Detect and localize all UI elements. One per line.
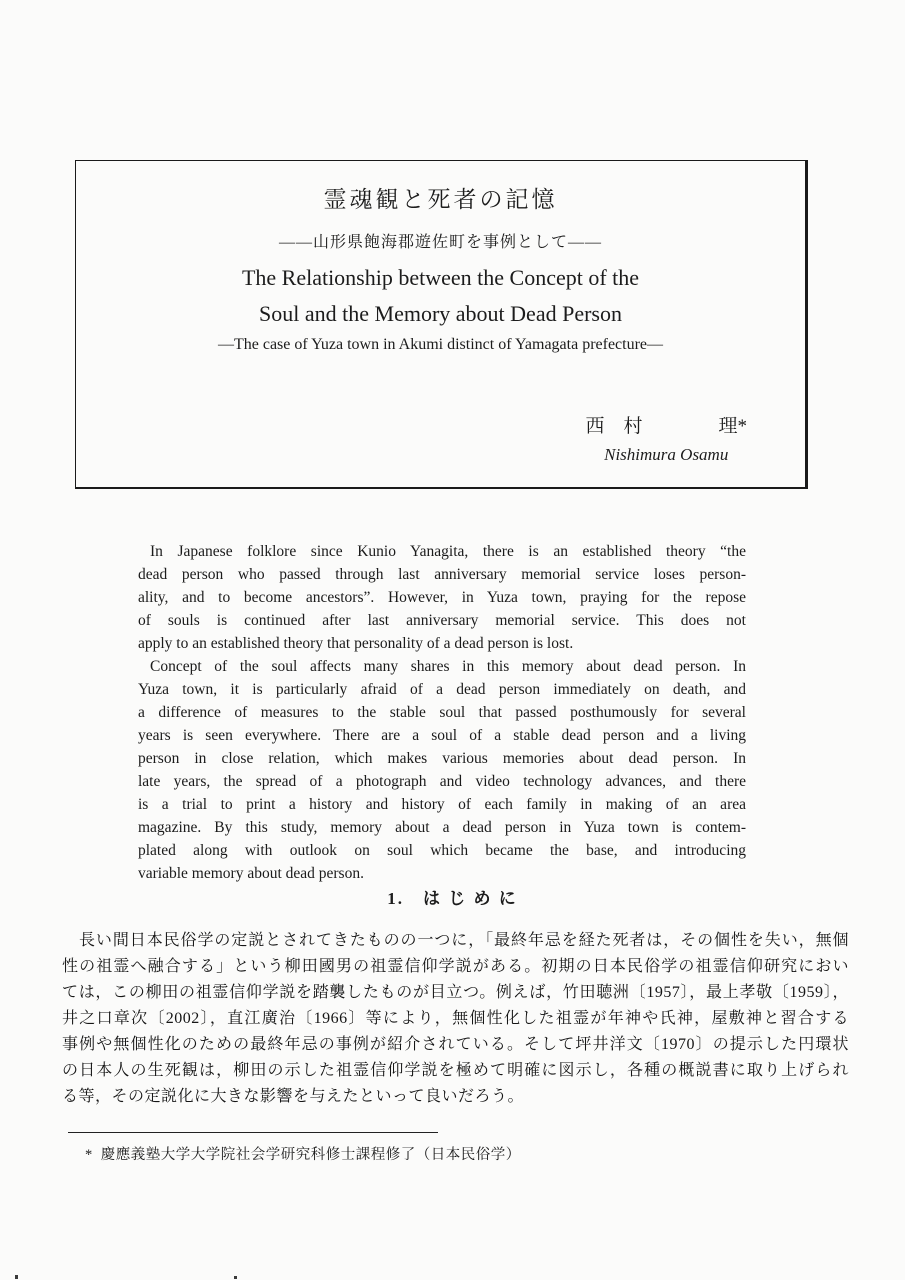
text-line: dead person who passed through last anniversary memorial service loses person- <box>138 566 746 583</box>
text-line: a difference of measures to the stable soul that passed posthumously for several <box>138 704 746 721</box>
text-line: の日本人の生死観は，柳田の示した祖霊信仰学説を極めて明確に図示し，各種の概説書に取り上げられ <box>62 1062 849 1079</box>
title-box <box>75 160 808 489</box>
text-line: ality, and to become ancestors”. However, in Yuza town, praying for the repose <box>138 589 746 606</box>
scan-artifact-speck <box>234 1276 237 1279</box>
text-line: of souls is continued after last anniversary memorial service. This does not <box>138 612 746 629</box>
text-line: is a trial to print a history and history of each family in making of an area <box>138 796 746 813</box>
text-line: apply to an established theory that personality of a dead person is lost. <box>138 635 574 652</box>
abstract-section <box>138 540 746 885</box>
text-line: Yuza town, it is particularly afraid of a dead person immediately on death, and <box>138 681 746 698</box>
author-name-japanese: 西 村 理* <box>585 416 747 437</box>
text-line: る等，その定説化に大きな影響を与えたといって良いだろう。 <box>62 1088 525 1105</box>
paper-subtitle-english: —The case of Yuza town in Akumi distinct of Yamagata prefecture— <box>217 336 664 353</box>
text-line: magazine. By this study, memory about a dead person in Yuza town is contem- <box>138 819 746 836</box>
japanese-body-text <box>62 928 849 1110</box>
footnote-divider <box>68 1132 438 1133</box>
text-line: ては，この柳田の祖霊信仰学説を踏襲したものが目立つ。例えば，竹田聴洲〔1957〕，最上孝敬〔1959〕， <box>62 984 849 1001</box>
paper-title-english-line1: The Relationship between the Concept of the <box>241 265 640 290</box>
footnote-marker: * <box>85 1147 93 1163</box>
paper-title-english <box>76 260 805 332</box>
paper-title-english-line2: Soul and the Memory about Dead Person <box>259 301 622 326</box>
author-block <box>585 411 747 465</box>
text-line: 事例や無個性化のための最終年忌の事例が紹介されている。そして坪井洋文〔1970〕の提示した円環状 <box>62 1036 849 1053</box>
text-line: variable memory about dead person. <box>138 865 364 882</box>
paper-subtitle-japanese: ——山形県飽海郡遊佐町を事例として—— <box>278 234 602 251</box>
footnote-text: 慶應義塾大学大学院社会学研究科修士課程修了（日本民俗学） <box>100 1147 521 1163</box>
abstract-paragraph-1 <box>138 540 746 655</box>
text-line: late years, the spread of a photograph and video technology advances, and there <box>138 773 746 790</box>
text-line: 長い間日本民俗学の定説とされてきたものの一つに，「最終年忌を経た死者は，その個性を失い，無個 <box>79 932 849 949</box>
text-line: person in close relation, which makes various memories about dead person. In <box>138 750 746 767</box>
text-line: Concept of the soul affects many shares in this memory about dead person. In <box>150 658 746 675</box>
text-line: plated along with outlook on soul which became the base, and introducing <box>138 842 746 859</box>
paper-title-japanese: 霊魂観と死者の記憶 <box>323 187 558 212</box>
text-line: 性の祖霊へ融合する」という柳田國男の祖霊信仰学説がある。初期の日本民俗学の祖霊信仰研究におい <box>62 958 849 975</box>
text-line: In Japanese folklore since Kunio Yanagita, there is an established theory “the <box>150 543 746 560</box>
abstract-paragraph-2 <box>138 655 746 885</box>
author-name-romanized: Nishimura Osamu <box>604 445 729 464</box>
footnote <box>85 1143 521 1164</box>
section-heading-introduction: 1. は じ め に <box>387 889 518 908</box>
text-line: 井之口章次〔2002〕，直江廣治〔1966〕等により，無個性化した祖霊が年神や氏神，屋敷神と習合する <box>62 1010 849 1027</box>
scan-artifact-speck <box>15 1275 18 1279</box>
text-line: years is seen everywhere. There are a soul of a stable dead person and a living <box>138 727 746 744</box>
